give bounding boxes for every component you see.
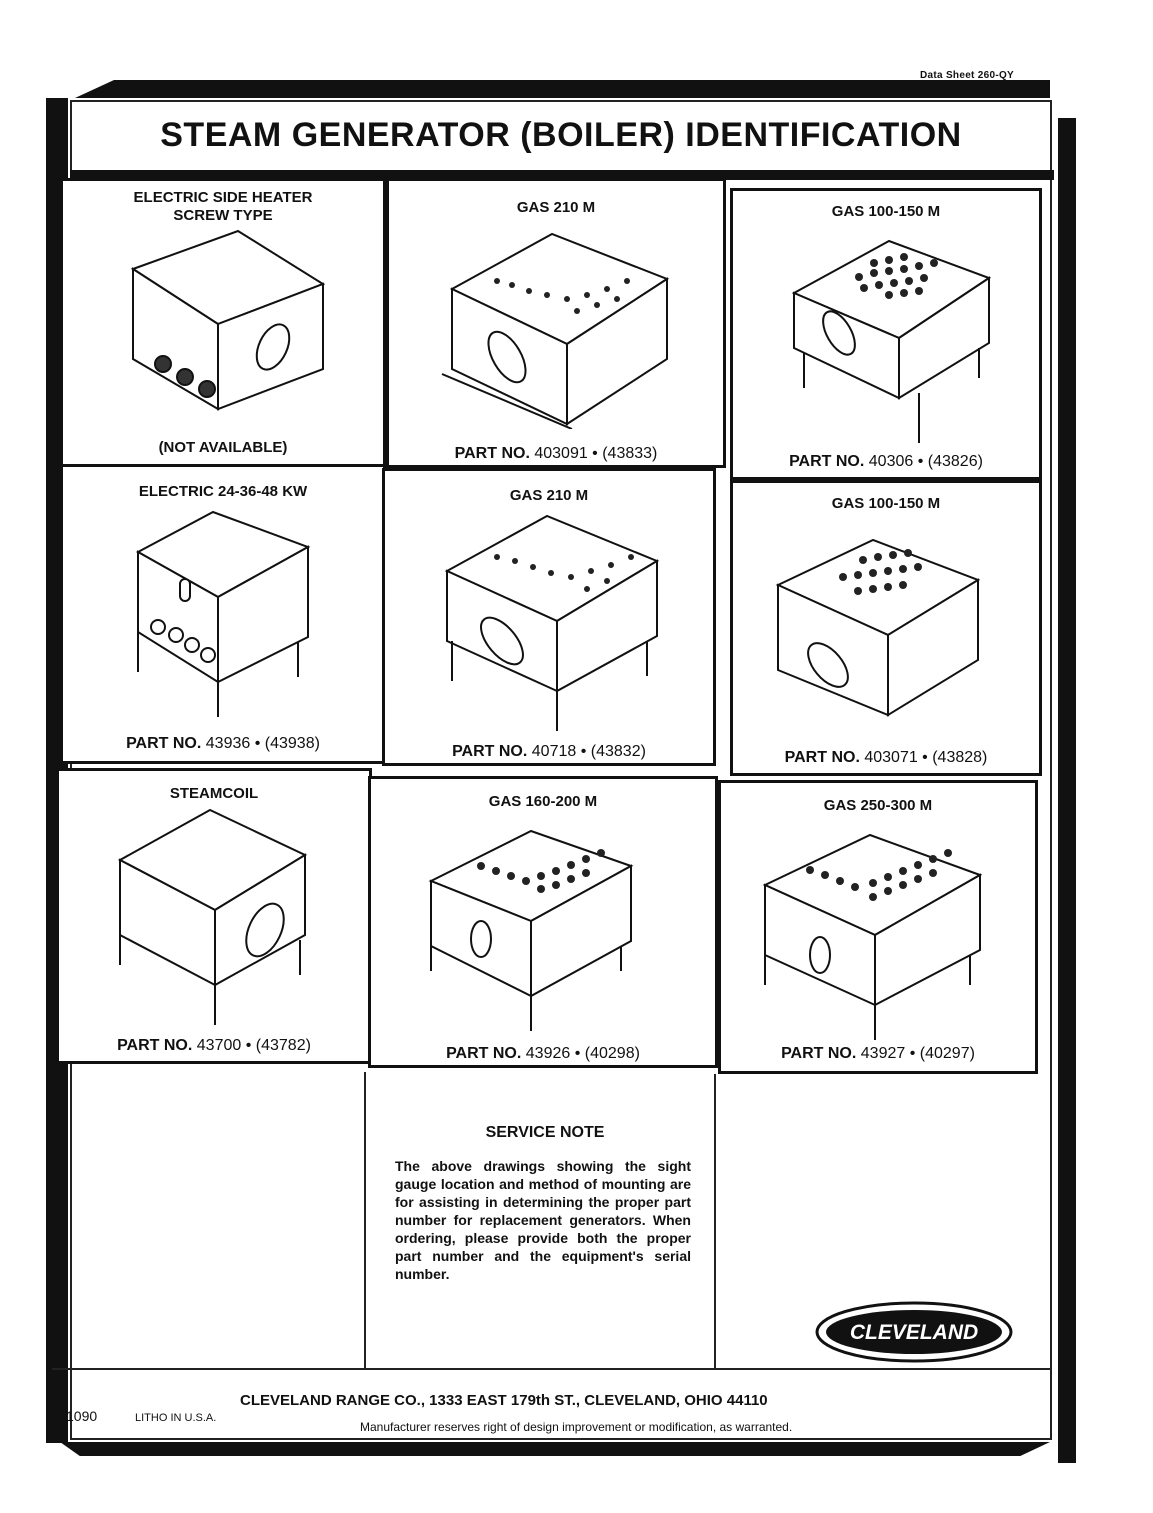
cell-electric-side-heater xyxy=(60,178,386,468)
top-border-bar xyxy=(75,80,1050,98)
part-number: PART NO. 43927 • (40297) xyxy=(781,1045,975,1062)
part-number: PART NO. 43936 • (43938) xyxy=(126,735,320,752)
part-number: PART NO. 40718 • (43832) xyxy=(452,743,646,760)
cell-gas-210m-b xyxy=(382,468,716,766)
boiler-drawing xyxy=(779,233,999,443)
column-divider-right xyxy=(714,1074,716,1370)
part-number: PART NO. 43700 • (43782) xyxy=(117,1037,311,1054)
cell-gas-100-150m-b xyxy=(730,480,1042,776)
service-note-title: SERVICE NOTE xyxy=(485,1124,605,1141)
cell-heading: GAS 160-200 M xyxy=(488,793,598,810)
part-number: (NOT AVAILABLE) xyxy=(158,439,288,456)
bottom-border-bar xyxy=(60,1442,1050,1456)
litho-note: LITHO IN U.S.A. xyxy=(135,1412,217,1424)
service-note-body: The above drawings showing the sight gauge location and method of mounting are for assisting in determining the proper part number for replacement generators. When ordering, please provide both the proper part number and the equipment's serial number. xyxy=(395,1158,691,1282)
cell-heading: GAS 100-150 M xyxy=(831,495,941,512)
cell-gas-210m-a xyxy=(386,178,726,468)
cell-gas-100-150m-a xyxy=(730,188,1042,480)
page-title: STEAM GENERATOR (BOILER) IDENTIFICATION xyxy=(160,116,962,154)
cell-steamcoil xyxy=(56,768,372,1064)
logo-text: CLEVELAND xyxy=(849,1321,979,1344)
cell-heading: ELECTRIC 24-36-48 KW xyxy=(138,483,308,500)
cell-gas-160-200m xyxy=(368,776,718,1068)
cell-heading: GAS 100-150 M xyxy=(831,203,941,220)
cell-heading: GAS 210 M xyxy=(516,199,596,216)
disclaimer: Manufacturer reserves right of design improvement or modification, as warranted. xyxy=(360,1420,793,1434)
part-number: PART NO. 43926 • (40298) xyxy=(446,1045,640,1062)
part-number: PART NO. 403071 • (43828) xyxy=(784,749,988,766)
boiler-drawing xyxy=(115,805,325,1025)
boiler-drawing xyxy=(421,821,651,1041)
boiler-drawing xyxy=(755,825,995,1045)
cell-heading: STEAMCOIL xyxy=(169,785,259,802)
boiler-drawing xyxy=(128,507,328,717)
data-sheet-id: Data Sheet 260-QY xyxy=(920,70,1015,81)
company-address: CLEVELAND RANGE CO., 1333 EAST 179th ST., CLEVELAND, OHIO 44110 xyxy=(240,1392,768,1409)
boiler-drawing xyxy=(437,511,667,731)
cell-electric-kw xyxy=(60,464,386,764)
cleveland-logo xyxy=(814,1300,1014,1364)
boiler-drawing xyxy=(437,229,677,429)
cell-heading: ELECTRIC SIDE HEATER SCREW TYPE xyxy=(133,189,313,224)
column-divider-left xyxy=(364,1072,366,1370)
part-number: PART NO. 40306 • (43826) xyxy=(789,453,983,470)
part-number: PART NO. 403091 • (43833) xyxy=(454,445,658,462)
footer-rule xyxy=(52,1368,1052,1370)
cell-gas-250-300m xyxy=(718,780,1038,1074)
cell-heading: GAS 250-300 M xyxy=(823,797,933,814)
boiler-drawing xyxy=(773,525,993,725)
boiler-drawing xyxy=(123,229,343,419)
cell-heading: GAS 210 M xyxy=(509,487,589,504)
print-code: 1090 xyxy=(66,1408,98,1424)
right-border-bar xyxy=(1058,118,1076,1463)
